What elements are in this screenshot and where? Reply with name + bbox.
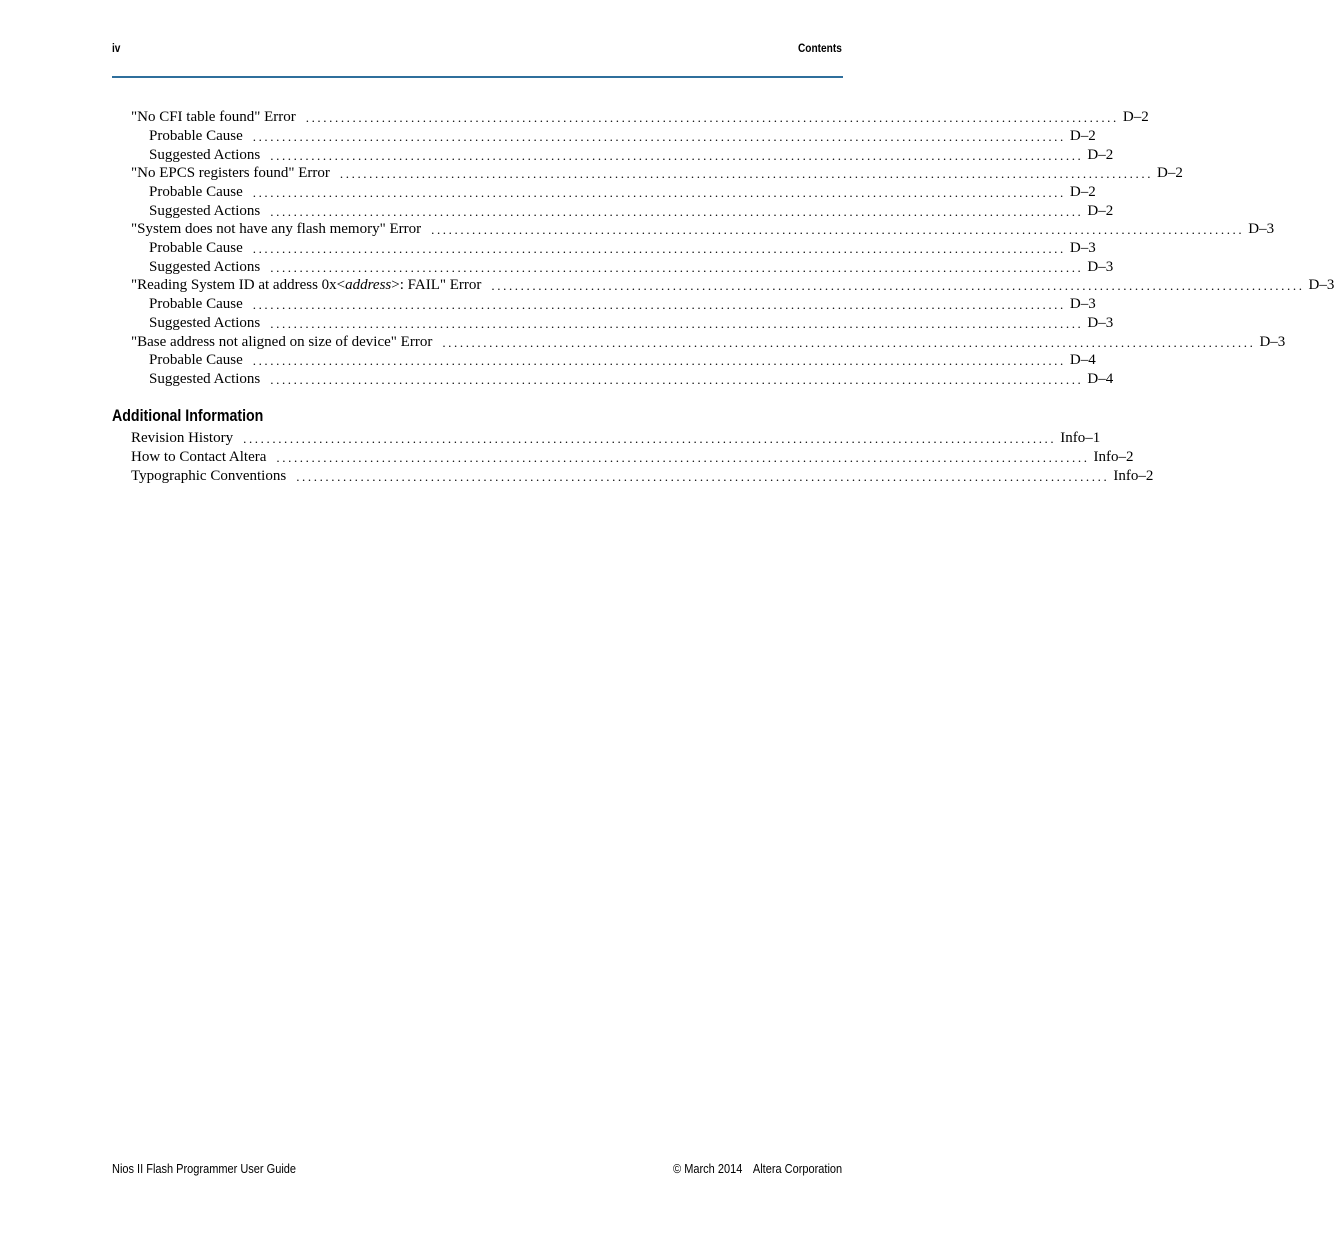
dot-leader: ........................................................................................................................................... — [270, 204, 1084, 219]
dot-leader: ........................................................................................................................................... — [270, 260, 1084, 275]
footer-company: Altera Corporation — [752, 1162, 842, 1176]
toc-entry-page: D–3 — [1087, 259, 1114, 275]
dot-leader: ........................................................................................................................................... — [243, 431, 1057, 446]
toc-entry-label: "No CFI table found" Error — [131, 109, 306, 126]
toc-entry-label: Probable Cause — [149, 352, 253, 369]
running-header-title: Contents — [798, 43, 842, 55]
toc-entry-label: Suggested Actions — [149, 203, 270, 220]
toc-entry-page: D–3 — [1259, 334, 1286, 350]
toc-entry[interactable] — [112, 369, 1114, 388]
toc-entry-label: Revision History — [131, 430, 243, 447]
toc-entry-page: Info–1 — [1060, 430, 1101, 446]
toc-entry-page: D–3 — [1248, 221, 1275, 237]
toc-entry[interactable] — [112, 107, 1149, 126]
toc-entry-label: Probable Cause — [149, 240, 253, 257]
toc-entry[interactable] — [112, 313, 1114, 332]
toc-entry[interactable] — [112, 275, 1334, 294]
toc-entry[interactable] — [112, 219, 1275, 238]
dot-leader: ........................................................................................................................................... — [252, 185, 1066, 200]
toc-entry[interactable] — [112, 238, 1096, 257]
toc-entry[interactable] — [112, 201, 1114, 220]
dot-leader: ........................................................................................................................................... — [305, 110, 1119, 125]
page-number: iv — [112, 43, 121, 55]
toc-entry-page: D–3 — [1069, 240, 1096, 256]
toc-entry-page: D–2 — [1122, 109, 1149, 125]
toc-entry-page: D–4 — [1087, 371, 1114, 387]
footer-date: © March 2014 — [672, 1162, 743, 1176]
toc-entry-page: D–3 — [1308, 277, 1334, 293]
toc-entry[interactable] — [112, 447, 1134, 466]
dot-leader: ........................................................................................................................................... — [270, 316, 1084, 331]
toc-entry-page: D–2 — [1069, 128, 1096, 144]
toc-entry-label: How to Contact Altera — [131, 449, 276, 466]
toc-entry-label: "System does not have any flash memory" Error — [131, 221, 431, 238]
toc-entry-page: D–3 — [1087, 315, 1114, 331]
toc-entry-page: D–2 — [1069, 184, 1096, 200]
label-part: >: FAIL" Error — [391, 277, 482, 293]
toc-entry-page: Info–2 — [1093, 449, 1134, 465]
toc-entry-label: Probable Cause — [149, 128, 253, 145]
toc-entry-page: D–2 — [1157, 165, 1183, 181]
toc-entry[interactable] — [112, 163, 1183, 182]
dot-leader: ........................................................................................................................................... — [339, 166, 1154, 181]
toc-entry-label: Suggested Actions — [149, 371, 270, 388]
dot-leader: ........................................................................................................................................... — [252, 297, 1066, 312]
dot-leader: ........................................................................................................................................... — [252, 241, 1066, 256]
toc-entry[interactable] — [112, 332, 1286, 351]
dot-leader: ........................................................................................................................................... — [276, 450, 1090, 465]
toc-entry-label: Suggested Actions — [149, 147, 270, 164]
label-part: "Reading System ID at address 0x< — [131, 277, 346, 293]
dot-leader: ........................................................................................................................................... — [296, 469, 1110, 484]
toc-entry-label: Suggested Actions — [149, 315, 270, 332]
toc-entry[interactable] — [112, 126, 1096, 145]
toc-entry-page: D–2 — [1087, 203, 1114, 219]
toc-entry-label: Probable Cause — [149, 296, 253, 313]
toc-entry-page: D–3 — [1069, 296, 1096, 312]
section-heading-additional-information[interactable]: Additional Information — [112, 407, 264, 425]
toc-entry[interactable] — [112, 257, 1114, 276]
toc-entry-label: Suggested Actions — [149, 259, 270, 276]
dot-leader: ........................................................................................................................................... — [270, 372, 1084, 387]
toc-entry[interactable] — [112, 350, 1096, 369]
dot-leader: ........................................................................................................................................... — [252, 353, 1066, 368]
toc-entry-page: D–2 — [1087, 147, 1114, 163]
dot-leader: ........................................................................................................................................... — [442, 335, 1256, 350]
toc-entry[interactable] — [112, 428, 1101, 447]
toc-entry-label: Typographic Conventions — [131, 468, 296, 485]
toc-entry[interactable] — [112, 145, 1114, 164]
dot-leader: ........................................................................................................................................... — [491, 278, 1305, 293]
toc-entry[interactable] — [112, 466, 1154, 485]
dot-leader: ........................................................................................................................................... — [431, 222, 1245, 237]
label-placeholder: address — [345, 277, 392, 293]
toc-entry-page: D–4 — [1069, 352, 1096, 368]
toc-entry[interactable] — [112, 294, 1096, 313]
toc-entry-label — [131, 277, 491, 294]
footer-doc-title: Nios II Flash Programmer User Guide — [112, 1162, 297, 1176]
toc-entry[interactable] — [112, 182, 1096, 201]
toc-entry-label: "Base address not aligned on size of device" Error — [131, 334, 442, 351]
toc-entry-page: Info–2 — [1113, 468, 1154, 484]
toc-entry-label: Probable Cause — [149, 184, 253, 201]
toc-entry-label: "No EPCS registers found" Error — [131, 165, 340, 182]
dot-leader: ........................................................................................................................................... — [252, 129, 1066, 144]
footer-right — [673, 1162, 842, 1176]
dot-leader: ........................................................................................................................................... — [270, 148, 1084, 163]
header-rule — [112, 76, 843, 78]
